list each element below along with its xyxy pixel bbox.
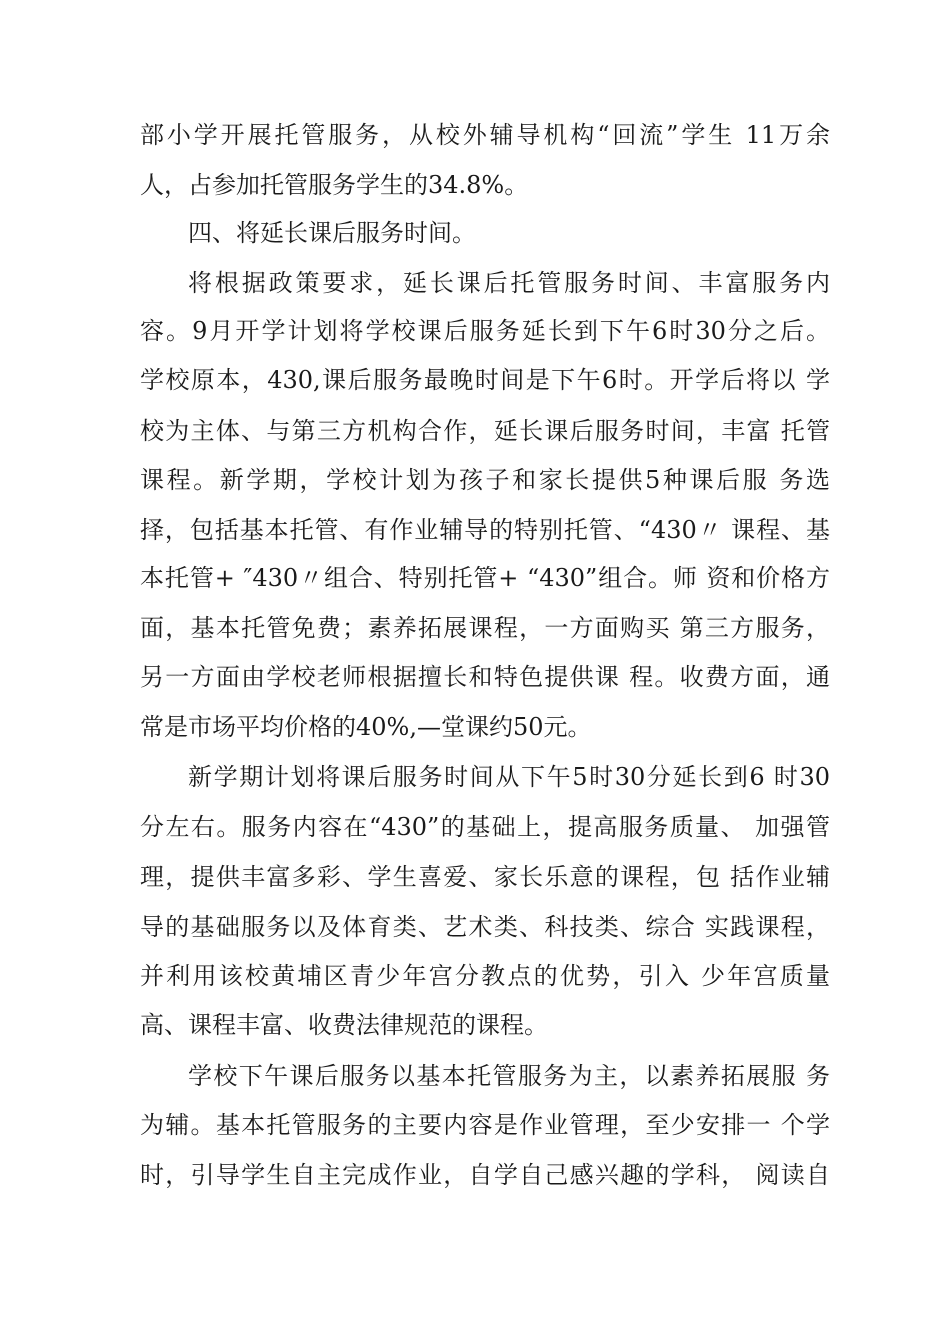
text-line: 课程。新学期，学校计划为孩子和家长提供5种课后服 务选	[140, 466, 830, 494]
text-line: 择，包括基本托管、有作业辅导的特别托管、“430〃 课程、基	[140, 516, 830, 544]
text-line: 本托管+ ″430〃组合、特别托管+ “430”组合。师 资和价格方	[140, 564, 830, 592]
text-line: 另一方面由学校老师根据擅长和特色提供课 程。收费方面，通	[140, 663, 830, 691]
text-line: 导的基础服务以及体育类、艺术类、科技类、综合 实践课程，	[140, 913, 830, 941]
text-line: 部小学开展托管服务，从校外辅导机构“回流”学生 11万余	[140, 121, 830, 149]
text-line: 高、课程丰富、收费法律规范的课程。	[140, 1011, 548, 1039]
text-line: 时，引导学生自主完成作业，自学自己感兴趣的学科， 阅读自	[140, 1161, 830, 1189]
text-line: 分左右。服务内容在“430”的基础上，提高服务质量、 加强管	[140, 813, 830, 841]
text-line: 将根据政策要求，延长课后托管服务时间、丰富服务内	[188, 269, 830, 297]
text-line: 理，提供丰富多彩、学生喜爱、家长乐意的课程，包 括作业辅	[140, 863, 830, 891]
text-line: 校为主体、与第三方机构合作，延长课后服务时间，丰富 托管	[140, 417, 830, 445]
text-line: 容。9月开学计划将学校课后服务延长到下午6时30分之后。	[140, 317, 830, 345]
text-line: 学校下午课后服务以基本托管服务为主，以素养拓展服 务	[188, 1062, 830, 1090]
text-line: 面，基本托管免费；素养拓展课程，一方面购买 第三方服务，	[140, 614, 830, 642]
text-line: 并利用该校黄埔区青少年宫分教点的优势，引入 少年宫质量	[140, 962, 830, 990]
text-line: 常是市场平均价格的40%,—堂课约50元。	[140, 713, 592, 741]
text-line: 新学期计划将课后服务时间从下午5时30分延长到6 时30	[188, 763, 830, 791]
section-heading: 四、将延长课后服务时间。	[188, 219, 476, 247]
text-line: 学校原本，430,课后服务最晚时间是下午6时。开学后将以 学	[140, 366, 830, 394]
text-line: 人，占参加托管服务学生的34.8%。	[140, 171, 529, 199]
text-line: 为辅。基本托管服务的主要内容是作业管理，至少安排一 个学	[140, 1111, 830, 1139]
